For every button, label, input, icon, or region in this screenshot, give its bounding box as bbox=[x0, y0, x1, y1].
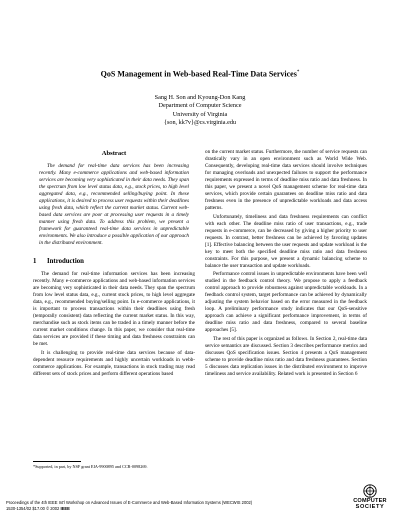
title-footnote-mark: * bbox=[296, 70, 300, 75]
intro-paragraph-5: Performance control issues in unpredictable environments have been well studied in the feedback control theory. We propose to apply a feedback control approach to provide robustness against unpredictable workloads. In a feedback control system, target performance can be achieved by dynamically adjusting the system behavior based on the error measured in the feedback loop. A preliminary performance study indicates that our QoS-sensitive approach can achieve a significant performance improvement, in terms of deadline miss ratio and data freshness, compared to several baseline approaches [5]. bbox=[205, 271, 367, 334]
footer-line-2 bbox=[6, 506, 336, 512]
intro-paragraph-2: It is challenging to provide real-time data services because of data-dependent resource requirements and highly uncertain workloads in webb-commerce applications. For example, transactions in stock trading may read different sets of stock prices and perform different operations based bbox=[33, 349, 195, 377]
computer-society-logo bbox=[345, 484, 395, 518]
intro-paragraph-1: The demand for real-time information services has been increasing recently. Many e-commerce applications and web-based information services are becoming very sophisticated in their data needs. They span the spectrum from low level status data, e.g., current stock prices, to high level aggregate data, e.g., recommended buying/selling point. In e-commerce applications, it is important to process transactions within their deadlines using fresh (temporally consistent) data reflecting the current market status. In this way, merchandise such as stock items can be traded in a timely manner before the current market conditions change. In this paper, we consider that real-time data services are provided if these timing and data freshness constraints can be met. bbox=[33, 271, 195, 347]
abstract-heading: Abstract bbox=[101, 150, 127, 157]
proceedings-footer bbox=[6, 500, 336, 511]
title-text: QoS Management in Web-based Real-Time Data Services bbox=[100, 69, 297, 79]
section-number: 1 bbox=[33, 258, 37, 265]
footnote: *Supported, in part, by NSF grant EIA-9900895 and CCR-0098269. bbox=[33, 464, 148, 469]
university: University of Virginia bbox=[172, 110, 228, 118]
author-names: Sang H. Son and Kyoung-Don Kang bbox=[154, 94, 246, 101]
paper-title bbox=[20, 68, 380, 80]
author-block bbox=[20, 94, 380, 127]
department: Department of Computer Science bbox=[158, 102, 242, 110]
author-email: {son, kk7v}@cs.virginia.edu bbox=[163, 118, 237, 126]
right-column bbox=[205, 149, 367, 379]
section-title: Introduction bbox=[47, 258, 84, 265]
footer-line-1: Proceedings of the 4th IEEE Int'l Workshop on Advanced Issues of E-Commerce and Web-Based Information Systems (WECWIS 2002) bbox=[6, 500, 253, 505]
footer-price: 1530-1354/02 $17.00 © 2002 bbox=[6, 505, 61, 511]
left-column bbox=[33, 150, 195, 379]
abstract-text: The demand for real-time data services has been increasing recently. Many e-commerce applications and web-based information services are becoming very sophisticated in their data needs. They span the spectrum from low level status data, e.g., stock prices, to high level aggregated data, e.g., recommended selling/buying point. In these applications, it is desired to process user requests within their deadlines using fresh data, which reflect the current market status. Current web-based data services are poor at processing user requests in a timely manner using fresh data. To address this problem, we present a framework for guaranteed real-time data services in unpredictable environments. We also introduce a possible application of our approach in the distributed environment. bbox=[39, 163, 189, 246]
intro-paragraph-4: Unfortunately, timeliness and data freshness requirements can conflict with each other. The deadline miss ratio of user transactions, e.g., trade requests in e-commerce, can be decreased by giving a higher priority to user requests. In contrast, better freshness can be achieved by favoring updates [1]. Effective balancing between the user requests and update workload is the key to meet both the specified deadline miss ratio and data freshness constraints. For this purpose, we present a dynamic balancing scheme to balance the user transaction and update workloads. bbox=[205, 213, 367, 269]
intro-paragraph-3: on the current market status. Furthermore, the number of service requests can drastically vary in an open environment such as World Wide Web. Consequently, developing real-time data services should involve techniques for managing overloads and unexpected failures to support the performance requirements expressed in terms of deadline miss ratio and data freshness. In this paper, we present a novel QoS management scheme for real-time data services, which provide certain guarantees on deadline miss ratio and data freshness even in the presence of unpredictable workloads and data access patterns. bbox=[205, 149, 367, 211]
logo-line-1: COMPUTER bbox=[353, 498, 387, 504]
intro-paragraph-6: The rest of this paper is organized as follows. In Section 2, real-time data service semantics are discussed. Section 3 describes performance metrics and discusses QoS specification issues. Section 4 presents a QoS management scheme to provide deadline miss ratio and data freshness guarantees. Section 5 discusses data replication issues in the distributed environment to improve timeliness and service availability. Related work is presented in Section 6 bbox=[205, 335, 367, 377]
footer-ieee: IEEE bbox=[60, 505, 70, 511]
ieee-computer-society-logo-icon bbox=[363, 484, 377, 498]
logo-line-2: SOCIETY bbox=[355, 504, 385, 510]
footnote-rule bbox=[33, 461, 81, 462]
section-heading-introduction bbox=[33, 258, 195, 266]
